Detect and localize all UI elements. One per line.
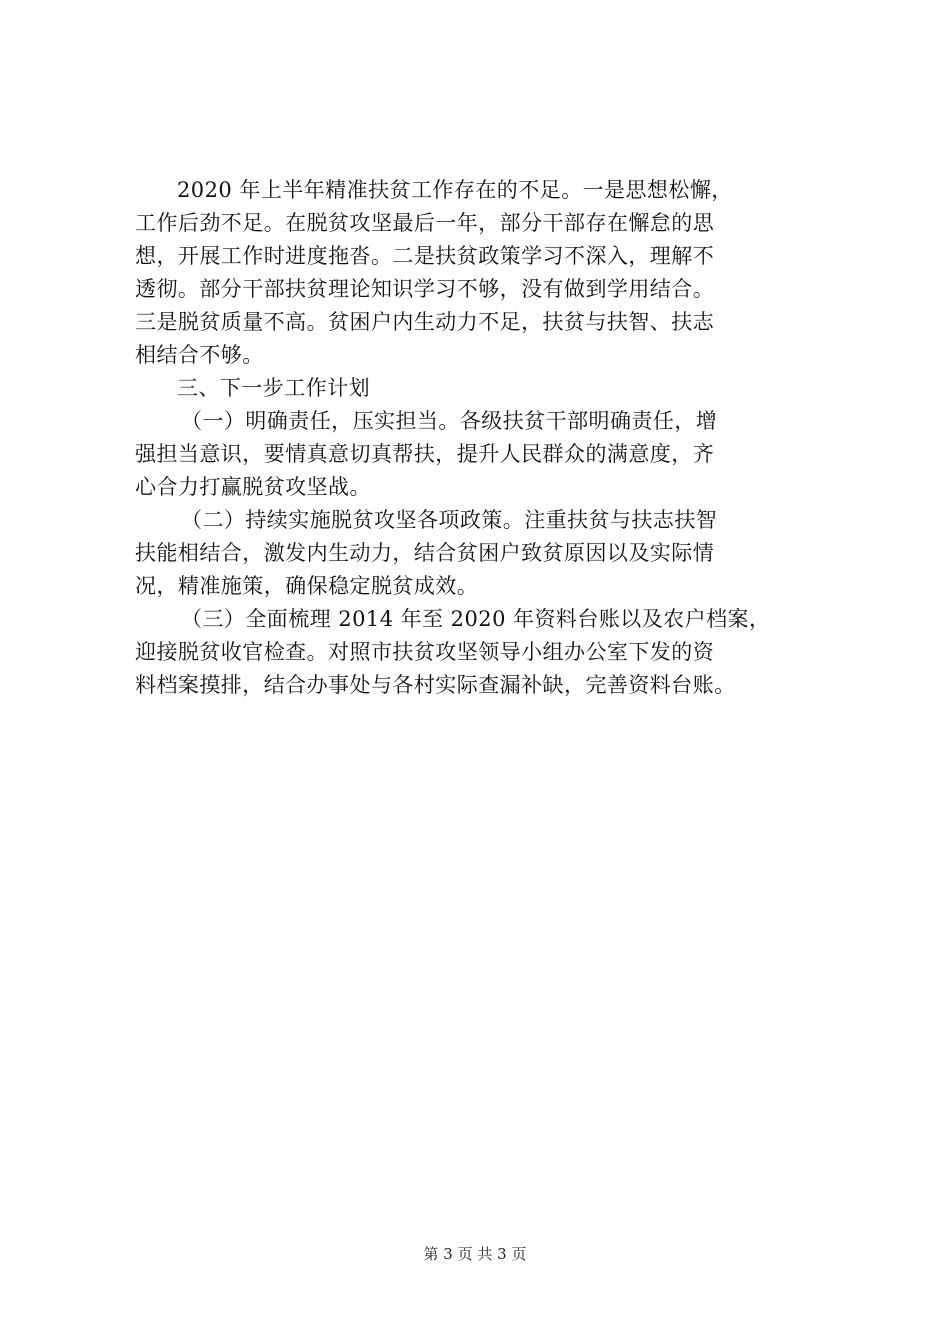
paragraph-line: 料档案摸排，结合办事处与各村实际查漏补缺，完善资料台账。 [135,673,736,697]
paragraph-line: 相结合不够。 [135,343,264,367]
paragraph-line: 想，开展工作时进度拖沓。二是扶贫政策学习不深入，理解不 [135,244,715,268]
paragraph-line: 况，精准施策，确保稳定脱贫成效。 [135,574,479,598]
paragraph-line: 扶能相结合，激发内生动力，结合贫困户致贫原因以及实际情 [135,541,715,565]
section-heading: 三、下一步工作计划 [177,376,371,400]
paragraph-line: 透彻。部分干部扶贫理论知识学习不够，没有做到学用结合。 [135,277,715,301]
paragraph-line: 心合力打赢脱贫攻坚战。 [135,475,371,499]
paragraph-line: 迎接脱贫收官检查。对照市扶贫攻坚领导小组办公室下发的资 [135,640,715,664]
paragraph-line: （二）持续实施脱贫攻坚各项政策。注重扶贫与扶志扶智 [181,508,718,532]
paragraph-line: 2020 年上半年精准扶贫工作存在的不足。一是思想松懈， [177,178,733,202]
page-footer: 第 3 页 共 3 页 [423,1245,527,1263]
document-body [135,174,829,702]
paragraph-line: （一）明确责任，压实担当。各级扶贫干部明确责任，增 [181,409,718,433]
paragraph-line: 工作后劲不足。在脱贫攻坚最后一年，部分干部存在懈怠的思 [135,211,715,235]
paragraph-line: （三）全面梳理 2014 年至 2020 年资料台账以及农户档案， [181,607,771,631]
paragraph-line: 强担当意识，要情真意切真帮扶，提升人民群众的满意度，齐 [135,442,715,466]
paragraph-line: 三是脱贫质量不高。贫困户内生动力不足，扶贫与扶智、扶志 [135,310,715,334]
